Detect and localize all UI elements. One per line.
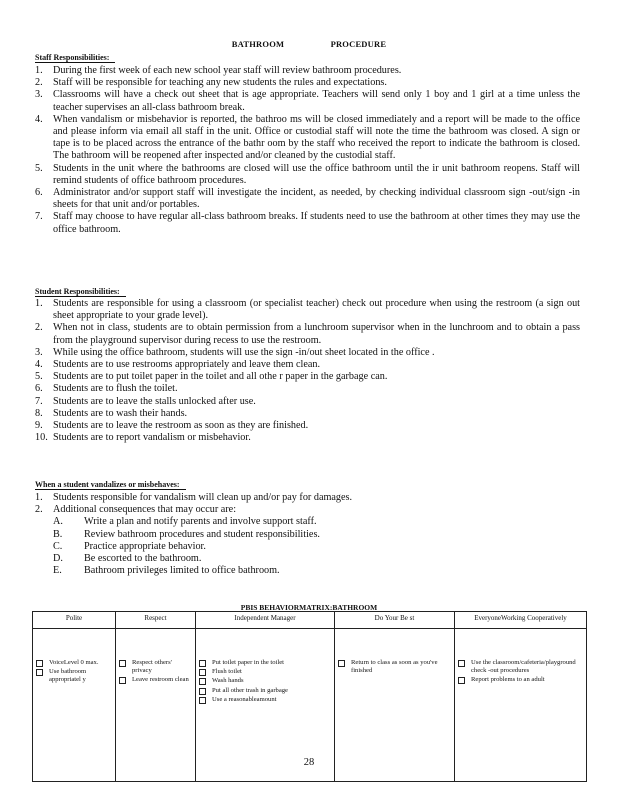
item-text: Students are to wash their hands.: [53, 407, 188, 419]
consequence-item: [35, 565, 580, 577]
item-text: Additional consequences that may occur are:: [53, 504, 237, 516]
item-number: 9.: [35, 420, 43, 432]
matrix-bullet: [199, 677, 331, 685]
matrix-bullet-text: Put all other trash in garbage: [212, 686, 288, 694]
item-number: 3.: [35, 346, 43, 358]
matrix-bullet: [199, 687, 331, 695]
item-number: 1.: [35, 65, 43, 76]
matrix-bullet: [199, 696, 331, 704]
item-text: Students are to flush the toilet.: [53, 383, 178, 395]
consequence-text: Bathroom privileges limited to office bathroom.: [84, 565, 280, 577]
item-text: Students are to report vandalism or misbehavior.: [53, 432, 251, 444]
item-number: 2.: [35, 322, 43, 334]
matrix-bullet: [119, 659, 192, 675]
consequence-letter: A.: [53, 516, 63, 528]
item-text: During the first week of each new school year staff will review bathroom procedures.: [53, 65, 402, 76]
consequence-text: Be escorted to the bathroom.: [84, 553, 202, 565]
list-item: [35, 492, 580, 504]
item-text: When vandalism or misbehavior is reported, the bathroo ms will be closed immediately and a report will be made to the office and please inform via email all staff in the unit. Office or custodial staff will note the time the bathroom was closed. A sign or tape is to be placed across the entrance of the bathr oom by the staff who received the report to indicate the bathroom is closed. The bathroom will be reopened after inspected and/or cleaned by the custodial staff.: [53, 113, 580, 162]
student-list: [35, 298, 580, 444]
title-right: PROCEDURE: [330, 39, 387, 49]
page-number: 28: [303, 757, 315, 768]
matrix-bullet-text: Use the classroom/cafeteria/playground check -out procedures: [471, 659, 576, 675]
item-text: While using the office bathroom, students will use the sign -in/out sheet located in the office .: [53, 346, 435, 358]
checkbox-icon: [458, 660, 465, 667]
matrix-header-cell: Do Your Be st: [335, 612, 455, 629]
item-text: Students are to put toilet paper in the toilet and all othe r paper in the garbage can.: [53, 371, 388, 383]
list-item: [35, 347, 580, 359]
item-text: Students are to use restrooms appropriately and leave them clean.: [53, 359, 321, 371]
matrix-header-cell: Independent Manager: [196, 612, 335, 629]
matrix-bullet-text: Use a reasonableamount: [212, 695, 277, 703]
matrix-bullet: [119, 676, 192, 684]
consequence-letter: C.: [53, 540, 63, 552]
list-item: [35, 396, 580, 408]
matrix-header-cell: EveryoneWorking Cooperatively: [455, 612, 587, 629]
list-item: [35, 371, 580, 383]
consequence-item: [35, 529, 580, 541]
matrix-bullet-text: VoiceLevel 0 max.: [49, 659, 99, 666]
matrix-bullet-text: Leave restroom clean: [132, 676, 189, 684]
checkbox-icon: [119, 660, 126, 667]
item-text: Students are to leave the restroom as soon as they are finished.: [53, 420, 309, 432]
item-number: 8.: [35, 407, 43, 419]
matrix-bullet: [36, 659, 112, 667]
staff-heading: Staff Responsibilities:: [35, 53, 115, 63]
list-item: [35, 504, 580, 516]
consequence-letter: E.: [53, 565, 62, 577]
list-item: [35, 211, 580, 235]
list-item: [35, 114, 580, 163]
list-item: [35, 163, 580, 187]
matrix-bullet: [458, 659, 583, 675]
item-number: 7.: [35, 395, 43, 407]
item-number: 2.: [35, 77, 43, 89]
list-item: [35, 432, 580, 444]
list-item: [35, 408, 580, 420]
checkbox-icon: [338, 660, 345, 667]
list-item: [35, 187, 580, 211]
item-number: 6.: [35, 383, 43, 395]
list-item: [35, 420, 580, 432]
list-item: [35, 383, 580, 395]
item-text: Students are to leave the stalls unlocked after use.: [53, 395, 256, 407]
checkbox-icon: [119, 677, 126, 684]
matrix-bullet: [36, 668, 112, 684]
item-number: 1.: [35, 492, 43, 503]
item-number: 5.: [35, 162, 43, 174]
consequence-item: [35, 541, 580, 553]
matrix-bullet-text: Respect others' privacy: [132, 659, 172, 675]
list-item: [35, 298, 580, 322]
matrix-bullet-text: Return to class as soon as you've finished: [351, 659, 438, 675]
item-text: Students in the unit where the bathrooms are closed will use the office bathroom until the ir unit bathroom reopens. Staff will remind students of office bathroom procedures.: [53, 162, 580, 186]
matrix-header-row: [33, 612, 587, 629]
item-number: 5.: [35, 371, 43, 383]
item-number: 4.: [35, 113, 43, 125]
item-number: 7.: [35, 211, 43, 223]
matrix-bullet: [458, 676, 583, 684]
checkbox-icon: [36, 669, 43, 676]
consequence-text: Review bathroom procedures and student responsibilities.: [84, 528, 320, 540]
item-number: 4.: [35, 359, 43, 371]
checkbox-icon: [199, 697, 206, 704]
item-text: Staff will be responsible for teaching any new students the rules and expectations.: [53, 77, 387, 89]
matrix-bullet-text: Report problems to an adult: [471, 676, 545, 684]
consequence-item: [35, 516, 580, 528]
item-text: Staff may choose to have regular all-class bathroom breaks. If students need to use the bathroom at other times they may use the office bathroom.: [53, 211, 580, 235]
checkbox-icon: [199, 678, 206, 685]
list-item: [35, 89, 580, 113]
matrix-title: PBIS BEHAVIORMATRIX:BATHROOM: [240, 603, 378, 612]
checkbox-icon: [199, 660, 206, 667]
checkbox-icon: [199, 688, 206, 695]
staff-list: [35, 65, 580, 236]
matrix-bullet-text: Wash hands: [212, 677, 244, 685]
consequence-letter: B.: [53, 528, 63, 540]
vandal-heading: When a student vandalizes or misbehaves:: [35, 480, 186, 490]
list-item: [35, 65, 580, 77]
item-text: Classrooms will have a check out sheet that is age appropriate. Teachers will send only 1 boy and 1 girl at a time unless the teacher supervises an all-class bathroom break.: [53, 89, 580, 113]
list-item: [35, 77, 580, 89]
vandal-list: [35, 492, 580, 577]
consequence-text: Practice appropriate behavior.: [84, 540, 206, 552]
item-number: 10.: [35, 432, 48, 444]
checkbox-icon: [199, 669, 206, 676]
consequence-letter: D.: [53, 553, 63, 565]
student-heading: Student Responsibilities:: [35, 287, 126, 297]
page-title: [0, 39, 618, 49]
matrix-bullet: [199, 659, 331, 667]
title-left: BATHROOM: [231, 39, 285, 49]
item-number: 2.: [35, 504, 43, 516]
item-text: Students are responsible for using a classroom (or specialist teacher) check out procedure when using the restroom (a sign out sheet appropriate to your grade level).: [53, 298, 580, 322]
list-item: [35, 359, 580, 371]
item-text: Administrator and/or support staff will investigate the incident, as needed, by checking individual classroom sign -out/sign -in sheets for that unit and/or portables.: [53, 187, 580, 211]
item-number: 3.: [35, 89, 43, 101]
matrix-header-cell: Respect: [116, 612, 196, 629]
matrix-bullet: [338, 659, 451, 675]
item-number: 6.: [35, 187, 43, 199]
item-number: 1.: [35, 298, 43, 309]
checkbox-icon: [458, 677, 465, 684]
matrix-bullet-text: Use bathroom appropriatel y: [49, 668, 87, 684]
matrix-bullet: [199, 668, 331, 676]
item-text: When not in class, students are to obtain permission from a lunchroom supervisor when in the lunchroom and to obtain a pass from the playground supervisor during recess to use the restroom.: [53, 322, 580, 346]
matrix-bullet-text: Flush toilet: [212, 668, 242, 676]
item-text: Students responsible for vandalism will clean up and/or pay for damages.: [53, 492, 353, 503]
consequence-item: [35, 553, 580, 565]
matrix-bullet-text: Put toilet paper in the toilet: [212, 659, 284, 666]
matrix-header-cell: Polite: [33, 612, 116, 629]
consequence-text: Write a plan and notify parents and involve support staff.: [84, 516, 317, 528]
checkbox-icon: [36, 660, 43, 667]
list-item: [35, 322, 580, 346]
